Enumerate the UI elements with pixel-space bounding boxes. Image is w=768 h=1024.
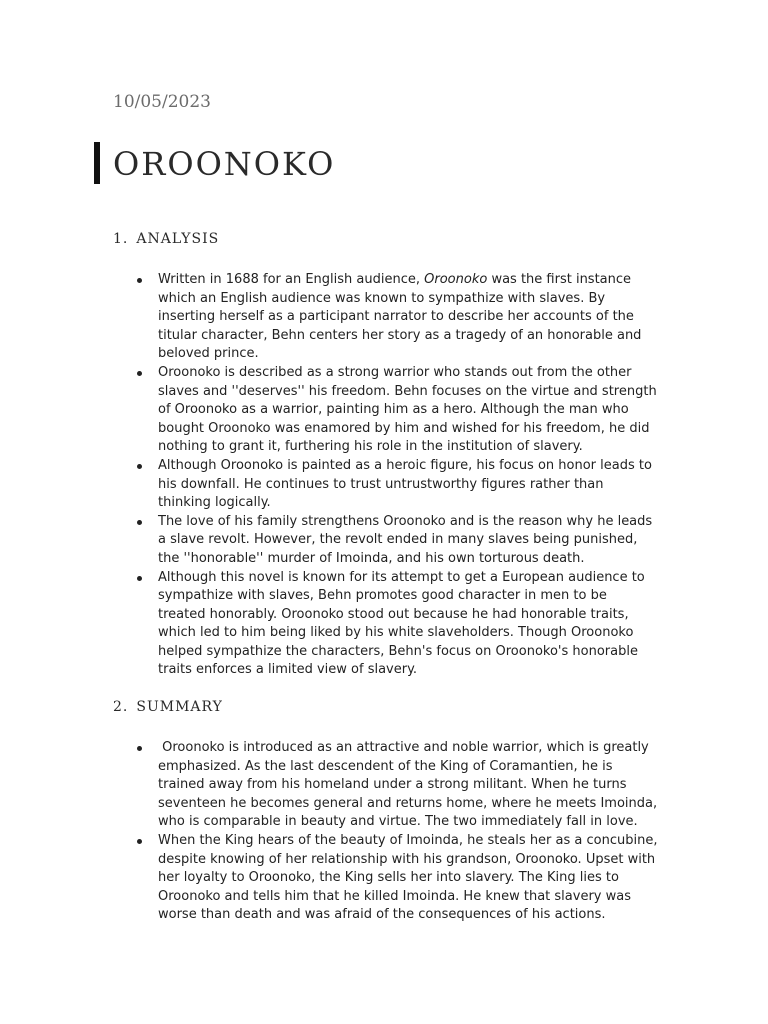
list-item-text: was the first instance which an English audience was known to sympathize with slaves. By inserting herself as a participant narrator to describe her accounts of the titular character, Behn centers her story as a tragedy of an honorable and beloved prince. (158, 272, 642, 362)
list-item: Oroonoko is introduced as an attractive and noble warrior, which is greatly emphasized. As the last descendent of the King of Coramantien, he is trained away from his homeland under a strong militant. When he turns seventeen he becomes general and returns home, where he meets Imoinda, who is comparable in beauty and virtue. The two immediately fall in love. (158, 739, 658, 832)
list-item: Oroonoko is described as a strong warrior who stands out from the other slaves and ''deserves'' his freedom. Behn focuses on the virtue and strength of Oroonoko as a warrior, painting him as a hero. Although the man who bought Oroonoko was enamored by him and wished for his freedom, he did nothing to grant it, furthering his role in the institution of slavery. (158, 364, 658, 457)
list-item: The love of his family strengthens Oroonoko and is the reason why he leads a slave revolt. However, the revolt ended in many slaves being punished, the ''honorable'' murder of Imoinda, and his own torturous death. (158, 513, 658, 569)
section-number: 1. (113, 231, 129, 247)
list-item: When the King hears of the beauty of Imoinda, he steals her as a concubine, despite knowing of her relationship with his grandson, Oroonoko. Upset with her loyalty to Oroonoko, the King sells her into slavery. The King lies to Oroonoko and tells him that he killed Imoinda. He knew that slavery was worse than death and was afraid of the consequences of his actions. (158, 832, 658, 925)
section-number: 2. (113, 699, 129, 715)
list-item-text: Written in 1688 for an English audience, (158, 272, 425, 287)
section-title: ANALYSIS (136, 231, 220, 247)
document-date: 10/05/2023 (113, 92, 211, 112)
section-heading-analysis (113, 231, 219, 247)
list-item: Although Oroonoko is painted as a heroic figure, his focus on honor leads to his downfall. He continues to trust untrustworthy figures rather than thinking logically. (158, 457, 658, 513)
analysis-list (158, 271, 658, 680)
list-item (158, 271, 658, 364)
section-heading-summary (113, 699, 223, 715)
book-title-italic: Oroonoko (424, 272, 488, 287)
section-title: SUMMARY (136, 699, 223, 715)
title-accent-bar (94, 142, 100, 184)
summary-list (158, 739, 662, 925)
page-title: OROONOKO (113, 145, 336, 183)
list-item: Although this novel is known for its attempt to get a European audience to sympathize with slaves, Behn promotes good character in men to be treated honorably. Oroonoko stood out because he had honorable traits, which led to him being liked by his white slaveholders. Though Oroonoko helped sympathize the characters, Behn's focus on Oroonoko's honorable traits enforces a limited view of slavery. (158, 569, 658, 681)
